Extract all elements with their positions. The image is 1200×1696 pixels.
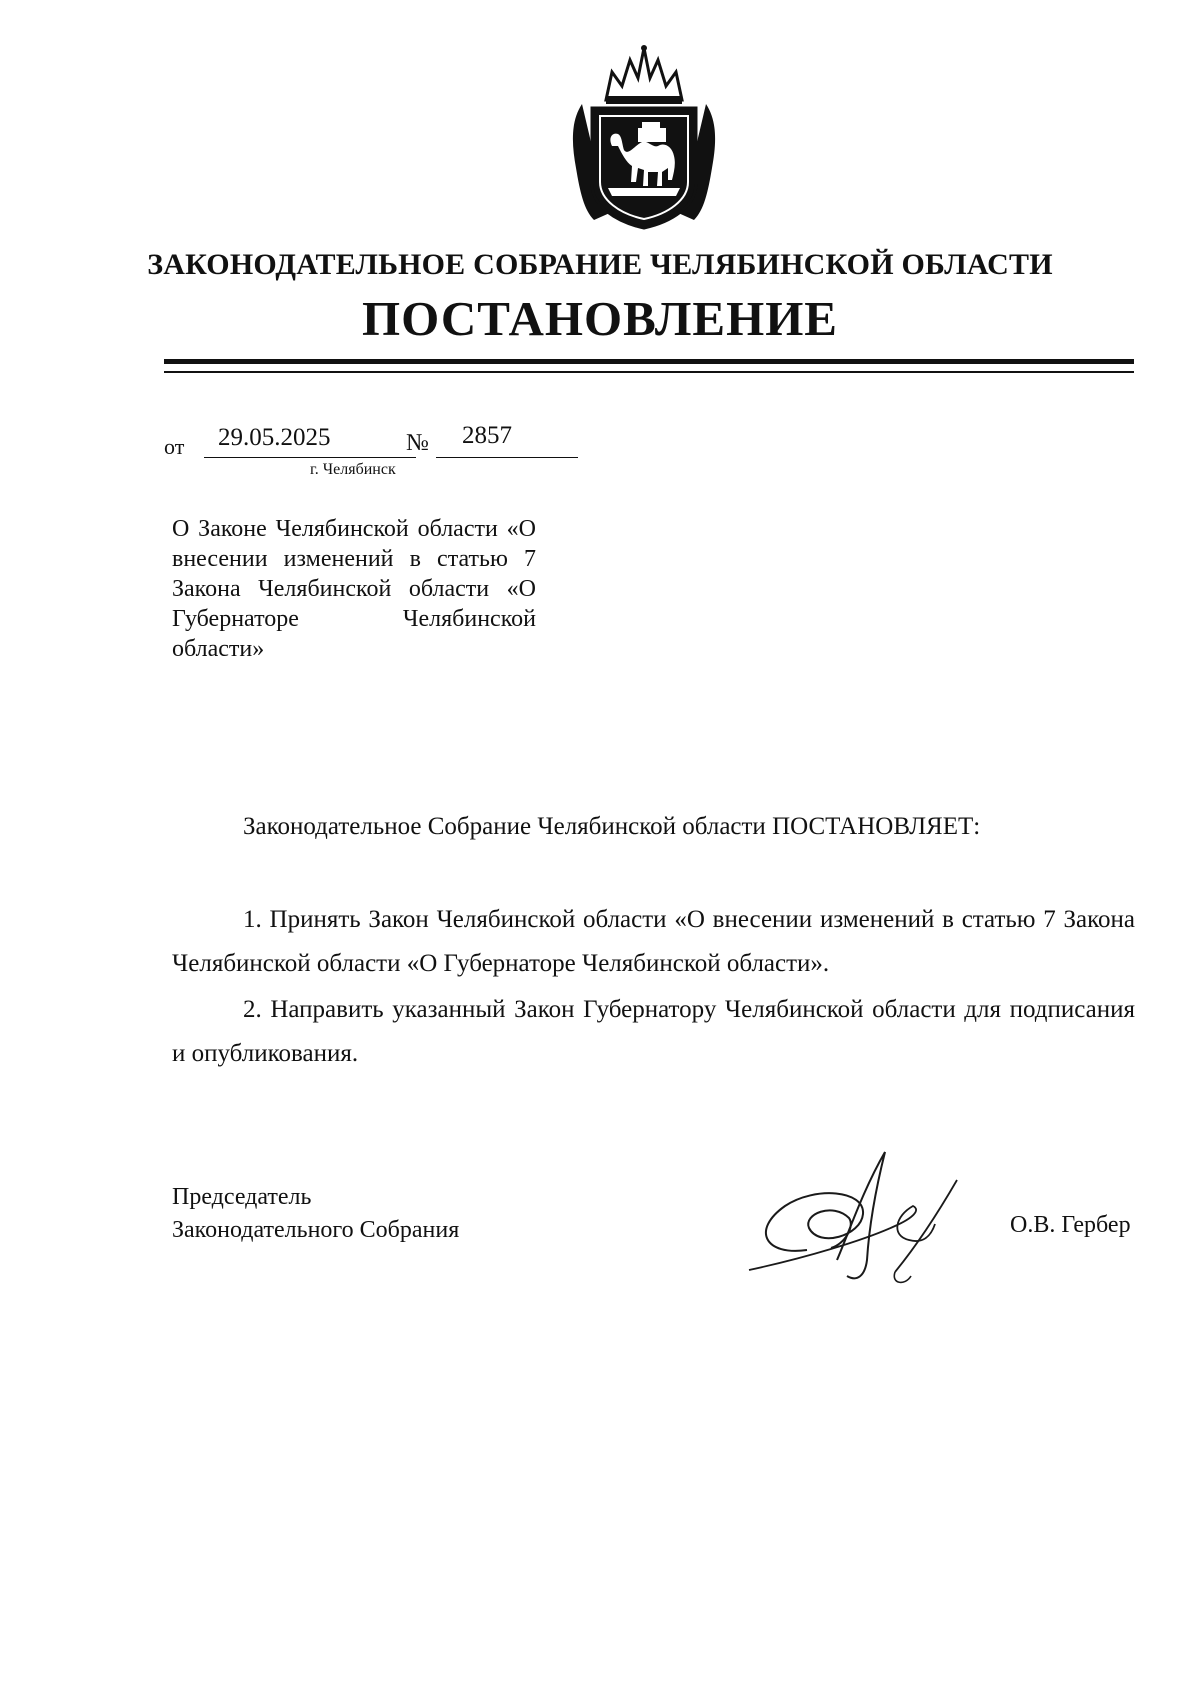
date-prefix: от: [164, 434, 185, 459]
signer-title-line-1: Председатель: [172, 1184, 312, 1210]
organization-title: ЗАКОНОДАТЕЛЬНОЕ СОБРАНИЕ ЧЕЛЯБИНСКОЙ ОБЛАСТИ: [147, 248, 1053, 281]
registration-number: 2857: [462, 422, 512, 449]
number-prefix: №: [406, 430, 429, 456]
date-underline: [204, 457, 416, 458]
signature-icon: [745, 1140, 970, 1290]
registration-date: 29.05.2025: [218, 424, 331, 451]
header-rule-thick: [164, 359, 1134, 364]
document-type-title: ПОСТАНОВЛЕНИЕ: [362, 291, 838, 346]
resolution-item-2: 2. Направить указанный Закон Губернатору Челябинской области для подписания и опубликования.: [172, 996, 1135, 1067]
resolves-statement: Законодательное Собрание Челябинской области ПОСТАНОВЛЯЕТ:: [243, 813, 981, 840]
city-label: г. Челябинск: [310, 461, 396, 478]
header-rule-thin: [164, 371, 1134, 373]
signer-title: [172, 1181, 459, 1247]
signer-title-line-2: Законодательного Собрания: [172, 1217, 460, 1243]
coat-of-arms-icon: [568, 42, 720, 232]
number-underline: [436, 457, 578, 458]
resolution-item-1: 1. Принять Закон Челябинской области «О внесении изменений в статью 7 Закона Челябинской области «О Губернаторе Челябинской области».: [172, 906, 1135, 977]
signer-name: О.В. Гербер: [1010, 1212, 1131, 1238]
document-subject: О Законе Челябинской области «О внесении изменений в статью 7 Закона Челябинской области «О Губернаторе Челябинской области»: [172, 516, 536, 662]
